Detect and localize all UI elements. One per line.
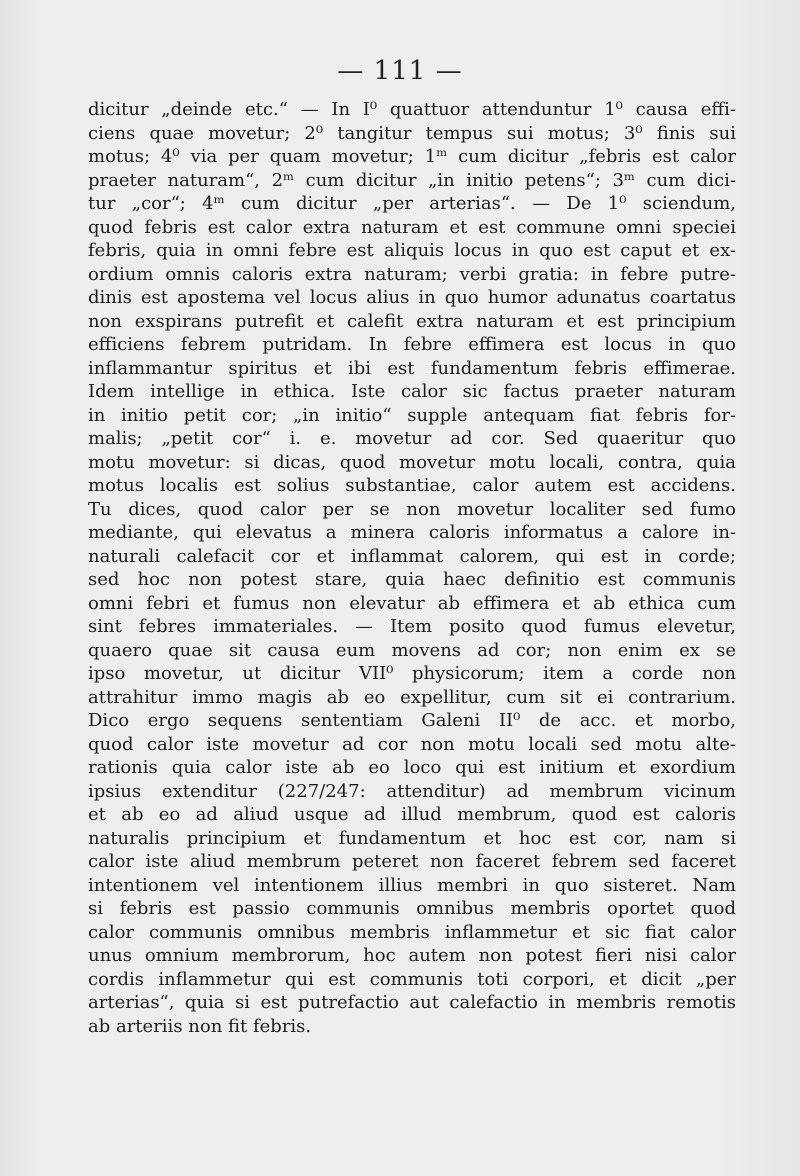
text-line: Tu dices, quod calor per se non movetur localiter sed fumo: [88, 498, 736, 520]
text-line: naturali calefacit cor et inflammat calorem, qui est in corde;: [88, 545, 736, 567]
text-line: et ab eo ad aliud usque ad illud membrum, quod est caloris: [88, 804, 736, 825]
text-line: ciens quae movetur; 2⁰ tangitur tempus sui motus; 3⁰ finis sui: [88, 122, 736, 144]
text-line: tur „cor“; 4ᵐ cum dicitur „per arterias“. — De 1⁰ sciendum,: [88, 193, 736, 214]
text-line: omni febri et fumus non elevatur ab effimera et ab ethica cum: [88, 592, 736, 614]
text-line: non exspirans putrefit et calefit extra naturam et est principium: [88, 310, 736, 332]
text-line: ordium omnis caloris extra naturam; verbi gratia: in febre putre-: [88, 263, 736, 285]
text-line: dicitur „deinde etc.“ — In I⁰ quattuor attenduntur 1⁰ causa effi-: [88, 99, 736, 120]
text-line: malis; „petit cor“ i. e. movetur ad cor. Sed quaeritur quo: [88, 428, 736, 449]
text-line: sint febres immateriales. — Item posito quod fumus elevetur,: [88, 616, 736, 637]
text-line: mediante, qui elevatus a minera caloris informatus a calore in-: [88, 522, 736, 543]
text-line: si febris est passio communis omnibus membris oportet quod: [88, 898, 736, 919]
text-line: ab arteriis non fit febris.: [88, 1015, 312, 1037]
text-line: sed hoc non potest stare, quia haec definitio est communis: [88, 569, 736, 590]
text-line: inflammantur spiritus et ibi est fundamentum febris effimerae.: [88, 357, 736, 379]
text-line: in initio petit cor; „in initio“ supple antequam fiat febris for-: [88, 404, 736, 426]
text-line: praeter naturam“, 2ᵐ cum dicitur „in initio petens“; 3ᵐ cum dici-: [88, 169, 736, 191]
text-line: dinis est apostema vel locus alius in quo humor adunatus coartatus: [88, 287, 736, 308]
text-line: intentionem vel intentionem illius membri in quo sisteret. Nam: [88, 874, 736, 896]
text-line: calor communis omnibus membris inflammetur et sic fiat calor: [88, 921, 736, 943]
text-line: febris, quia in omni febre est aliquis locus in quo est caput et ex-: [88, 240, 736, 261]
text-line: calor iste aliud membrum peteret non faceret febrem sed faceret: [88, 851, 736, 872]
text-line: motus localis est solius substantiae, calor autem est accidens.: [88, 475, 736, 496]
body-text: [88, 98, 736, 1038]
text-line: quaero quae sit causa eum movens ad cor; non enim ex se: [88, 639, 736, 661]
text-line: efficiens febrem putridam. In febre effimera est locus in quo: [88, 334, 736, 355]
text-line: Idem intellige in ethica. Iste calor sic factus praeter naturam: [88, 381, 736, 402]
text-line: rationis quia calor iste ab eo loco qui est initium et exordium: [88, 757, 736, 778]
text-line: motus; 4⁰ via per quam movetur; 1ᵐ cum dicitur „febris est calor: [88, 146, 736, 167]
text-line: unus omnium membrorum, hoc autem non potest fieri nisi calor: [88, 945, 736, 966]
text-line: attrahitur immo magis ab eo expellitur, cum sit ei contrarium.: [88, 686, 736, 708]
text-line: motu movetur: si dicas, quod movetur motu locali, contra, quia: [88, 451, 736, 473]
text-line: ipso movetur, ut dicitur VII⁰ physicorum; item a corde non: [88, 663, 736, 684]
text-line: naturalis principium et fundamentum et hoc est cor, nam si: [88, 827, 736, 849]
text-line: arterias“, quia si est putrefactio aut calefactio in membris remotis: [88, 992, 736, 1013]
text-line: cordis inflammetur qui est communis toti corpori, et dicit „per: [88, 968, 736, 990]
text-line: quod febris est calor extra naturam et est commune omni speciei: [88, 216, 736, 238]
text-line: Dico ergo sequens sententiam Galeni II⁰ de acc. et morbo,: [88, 710, 736, 731]
text-line: quod calor iste movetur ad cor non motu locali sed motu alte-: [88, 733, 736, 755]
page-number: — 111 —: [337, 56, 463, 86]
text-line: ipsius extenditur (227/247: attenditur) ad membrum vicinum: [88, 780, 736, 802]
